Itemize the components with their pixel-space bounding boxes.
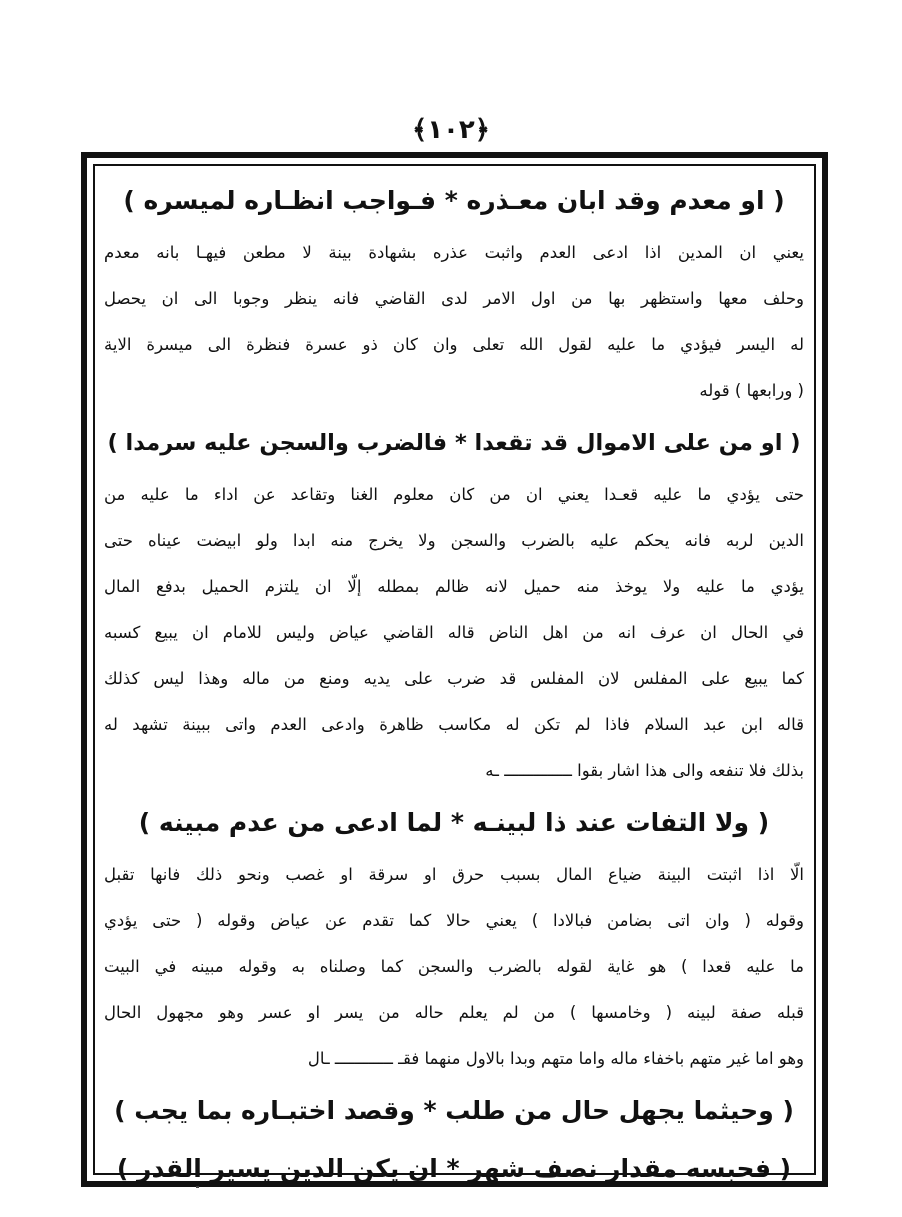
verse-line: ( وحيثما يجهل حال من طلب * وقصد اختبـاره بما يجب ) xyxy=(114,1096,794,1125)
commentary-line: يؤدي ما عليه ولا يوخذ منه حميل لانه ظالم بمطله إلّا ان يلتزم الحميل بدفع المال xyxy=(104,577,804,596)
commentary-line: الدين لربه فانه يحكم عليه بالضرب والسجن ولا يخرج منه ابدا ولو ابيضت عيناه حتى xyxy=(104,531,804,550)
commentary-line: بذلك فلا تنفعه والى هذا اشار بقوا ــــــــــــــ ـه xyxy=(485,761,804,780)
commentary-line: في الحال ان عرف انه من اهل الناض قاله القاضي عياض وليس للامام ان يبيع كسبه xyxy=(104,623,804,642)
commentary-line: قاله ابن عبد السلام فاذا لم تكن له مكاسب ظاهرة وادعى العدم واتى ببينة تشهد له xyxy=(104,715,804,734)
commentary-line: كما يبيع على المفلس لان المفلس قد ضرب على يديه ومنع من ماله وهذا ليس كذلك xyxy=(104,669,804,688)
commentary-line: وحلف معها واستظهر بها من اول الامر لدى القاضي فانه ينظر وجوبا الى ان يحصل xyxy=(104,289,804,308)
verse-line: ( فحبسه مقدار نصف شهر * ان يكن الدين يسير القدر ) xyxy=(116,1154,792,1183)
page-number: ﴿١٠٢﴾ xyxy=(411,115,491,145)
commentary-line: قبله صفة لبينه ( وخامسها ) من لم يعلم حاله من يسر او عسر وهو مجهول الحال xyxy=(104,1003,804,1022)
commentary-line: ( ورابعها ) قوله xyxy=(699,381,804,400)
commentary-line: يعني ان المدين اذا ادعى العدم واثبت عذره بشهادة بينة لا مطعن فيهـا بانه معدم xyxy=(104,243,804,262)
commentary-line: ما عليه قعدا ) هو غاية لقوله بالضرب والسجن كما وصلناه به وقوله مبينه في البيت xyxy=(104,957,804,976)
verse-line: ( ولا التفات عند ذا لبينـه * لما ادعى من عدم مبينه ) xyxy=(138,808,770,837)
commentary-line: الّا اذا اثبتت البينة ضياع المال بسبب حرق او سرقة او غصب ونحو ذلك فانها تقبل xyxy=(104,865,804,884)
ink-speck xyxy=(196,1186,199,1188)
commentary-line: وقوله ( وان اتى بضامن فبالادا ) يعني حالا كما تقدم عن عياض وقوله ( حتى يؤدي xyxy=(104,911,804,930)
verse-line: ( او من على الاموال قد تقعدا * فالضرب والسجن عليه سرمدا ) xyxy=(107,430,801,456)
commentary-line: له اليسر فيؤدي ما عليه لقول الله تعلى وان كان ذو عسرة فنظرة الى ميسرة الاية xyxy=(104,335,804,354)
text-body xyxy=(104,172,804,1198)
verse-line: ( او معدم وقد ابان معـذره * فـواجب انظـاره لميسره ) xyxy=(123,186,785,215)
commentary-line: وهو اما غير متهم باخفاء ماله واما متهم وبدا بالاول منهما فقـ ــــــــــــ ـال xyxy=(307,1049,804,1068)
commentary-line: حتى يؤدي ما عليه قعـدا يعني ان من كان معلوم الغنا وتقاعد عن اداء ما عليه من xyxy=(104,485,804,504)
